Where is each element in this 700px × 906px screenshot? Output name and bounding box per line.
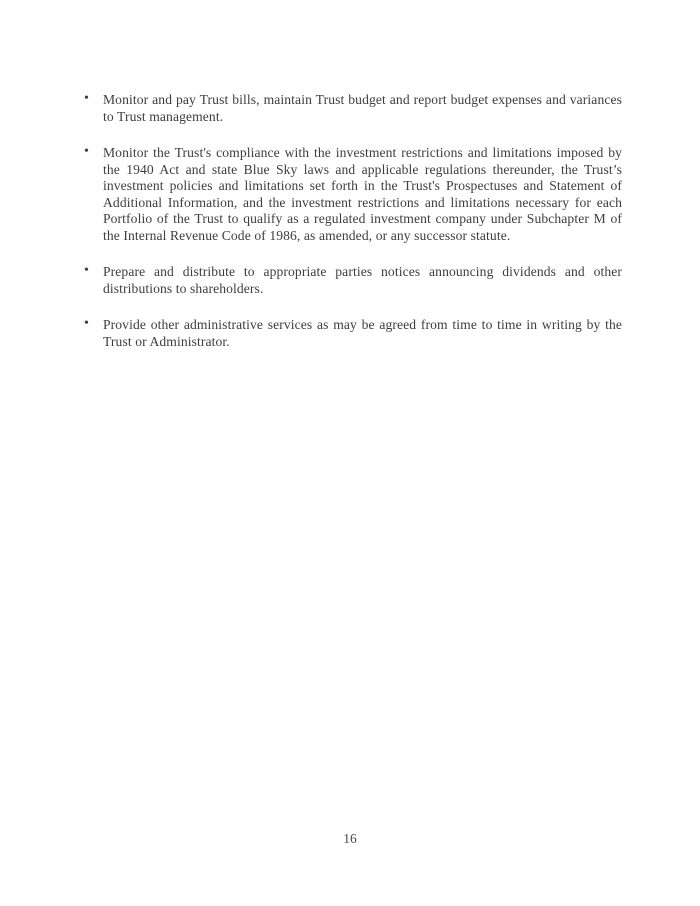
page-number: 16 [343,831,357,846]
bullet-text: Monitor and pay Trust bills, maintain Trust budget and report budget expenses and variances to Trust management. [103,92,622,124]
list-item [83,264,622,297]
bullet-text: Provide other administrative services as may be agreed from time to time in writing by the Trust or Administrator. [103,317,622,349]
document-body [83,92,622,370]
list-item [83,145,622,244]
list-item [83,92,622,125]
bullet-list [83,92,622,350]
bullet-text: Monitor the Trust's compliance with the investment restrictions and limitations imposed by the 1940 Act and state Blue Sky laws and applicable regulations thereunder, the Trust’s investment policies and limitations set forth in the Trust's Prospectuses and Statement of Additional Information, and the investment restrictions and limitations necessary for each Portfolio of the Trust to qualify as a regulated investment company under Subchapter M of the Internal Revenue Code of 1986, as amended, or any successor statute. [103,145,622,243]
list-item [83,317,622,350]
bullet-text: Prepare and distribute to appropriate parties notices announcing dividends and other distributions to shareholders. [103,264,622,296]
